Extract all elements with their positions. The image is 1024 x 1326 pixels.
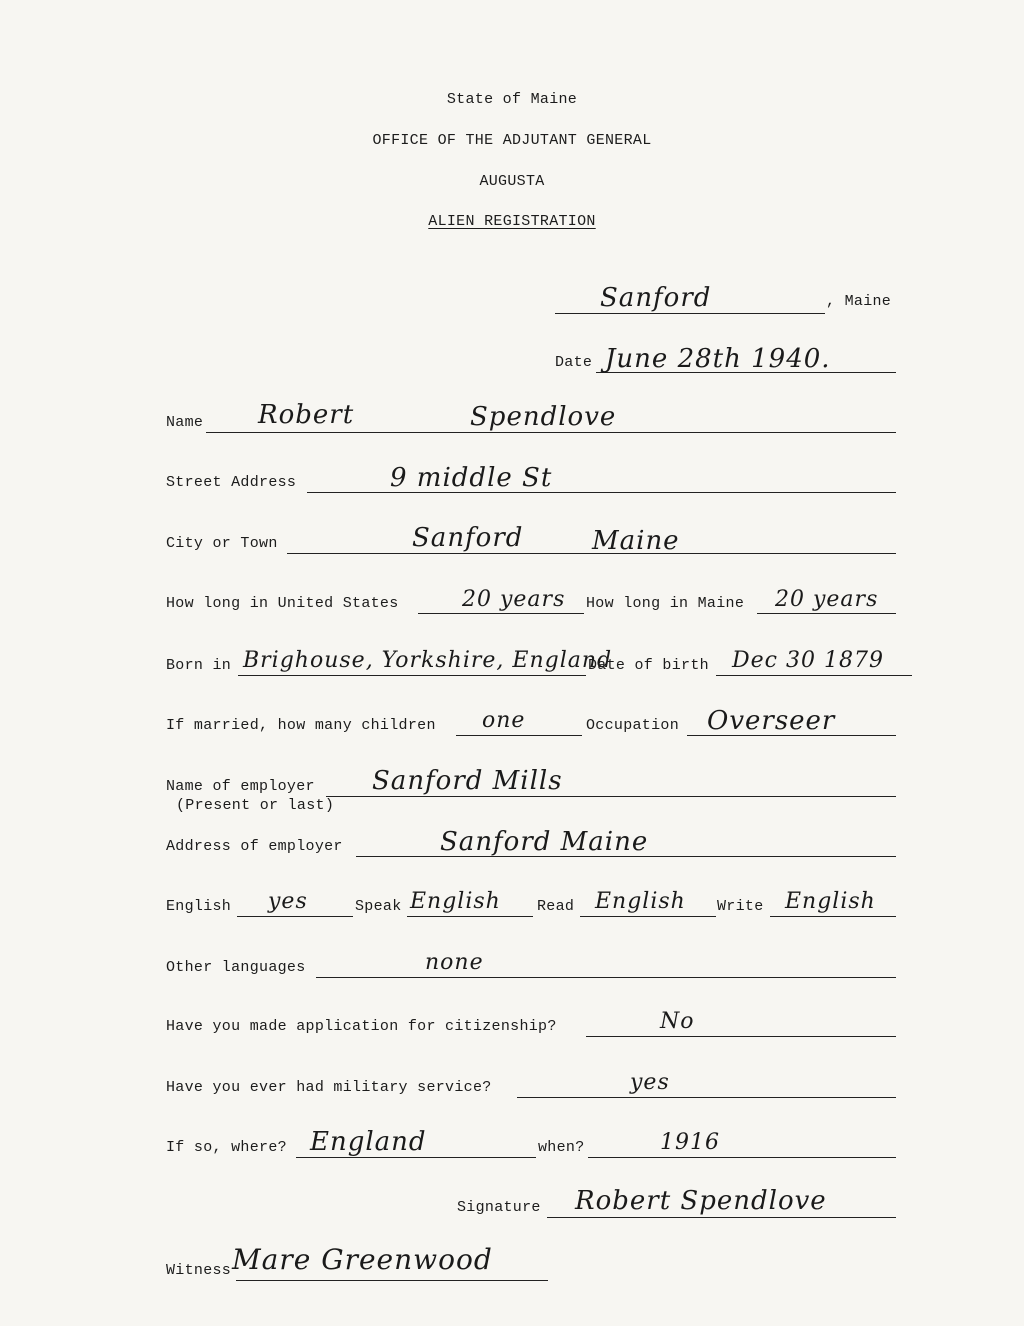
dob-line	[716, 675, 912, 676]
when-value: 1916	[660, 1130, 720, 1155]
born-in-value: Brighouse, Yorkshire, England	[243, 648, 613, 673]
last-name-value: Spendlove	[470, 402, 617, 432]
when-label: when?	[538, 1139, 585, 1156]
years-us-line	[418, 613, 584, 614]
speak-label: Speak	[355, 898, 402, 915]
header-state: State of Maine	[446, 91, 578, 108]
witness-value: Mare Greenwood	[232, 1243, 493, 1276]
place-line	[555, 313, 825, 314]
english-label: English	[166, 898, 232, 915]
when-line	[588, 1157, 896, 1158]
date-of-birth-label: Date of birth	[588, 657, 709, 674]
header-city: AUGUSTA	[479, 173, 545, 190]
years-maine-value: 20 years	[775, 587, 879, 612]
signature-line	[547, 1217, 896, 1218]
years-maine-line	[757, 613, 896, 614]
write-label: Write	[717, 898, 764, 915]
form-title: ALIEN REGISTRATION	[428, 213, 596, 230]
place-value: Sanford	[600, 283, 712, 313]
children-label: If married, how many children	[166, 717, 436, 734]
city-label: City or Town	[166, 535, 278, 552]
maine-suffix-label: , Maine	[826, 293, 892, 310]
city-value: Sanford	[412, 523, 524, 553]
date-value: June 28th 1940.	[605, 344, 831, 374]
read-value: English	[595, 889, 686, 914]
name-label: Name	[166, 414, 204, 431]
signature-label: Signature	[457, 1199, 541, 1216]
where-line	[296, 1157, 536, 1158]
state-value: Maine	[592, 526, 680, 556]
occupation-label: Occupation	[586, 717, 680, 734]
employer-note-label: (Present or last)	[176, 797, 335, 814]
citizenship-line	[586, 1036, 896, 1037]
english-value: yes	[268, 889, 308, 914]
write-value: English	[785, 889, 876, 914]
street-label: Street Address	[166, 474, 297, 491]
children-value: one	[482, 708, 526, 733]
years-us-value: 20 years	[462, 587, 566, 612]
witness-line	[236, 1280, 548, 1281]
date-label: Date	[555, 354, 593, 371]
born-in-line	[238, 675, 586, 676]
employer-address-label: Address of employer	[166, 838, 343, 855]
witness-label: Witness	[166, 1262, 232, 1279]
read-line	[580, 916, 716, 917]
other-languages-line	[316, 977, 896, 978]
first-name-value: Robert	[258, 400, 355, 430]
other-languages-value: none	[425, 950, 484, 975]
citizenship-label: Have you made application for citizenship?	[166, 1018, 557, 1035]
english-line	[237, 916, 353, 917]
employer-line	[326, 796, 896, 797]
street-value: 9 middle St	[390, 463, 553, 493]
occupation-value: Overseer	[707, 706, 836, 736]
read-label: Read	[537, 898, 575, 915]
how-long-us-label: How long in United States	[166, 595, 399, 612]
speak-line	[407, 916, 533, 917]
military-value: yes	[630, 1070, 670, 1095]
dob-value: Dec 30 1879	[732, 648, 884, 673]
born-in-label: Born in	[166, 657, 232, 674]
employer-value: Sanford Mills	[372, 766, 563, 796]
header-office: OFFICE OF THE ADJUTANT GENERAL	[372, 132, 652, 149]
children-line	[456, 735, 582, 736]
citizenship-value: No	[660, 1009, 695, 1034]
employer-name-label: Name of employer	[166, 778, 315, 795]
write-line	[770, 916, 896, 917]
other-languages-label: Other languages	[166, 959, 306, 976]
military-line	[517, 1097, 896, 1098]
where-value: England	[310, 1127, 427, 1157]
employer-address-value: Sanford Maine	[440, 827, 649, 857]
military-label: Have you ever had military service?	[166, 1079, 492, 1096]
name-line	[206, 432, 896, 433]
speak-value: English	[410, 889, 501, 914]
signature-value: Robert Spendlove	[575, 1186, 827, 1216]
how-long-maine-label: How long in Maine	[586, 595, 745, 612]
where-label: If so, where?	[166, 1139, 287, 1156]
